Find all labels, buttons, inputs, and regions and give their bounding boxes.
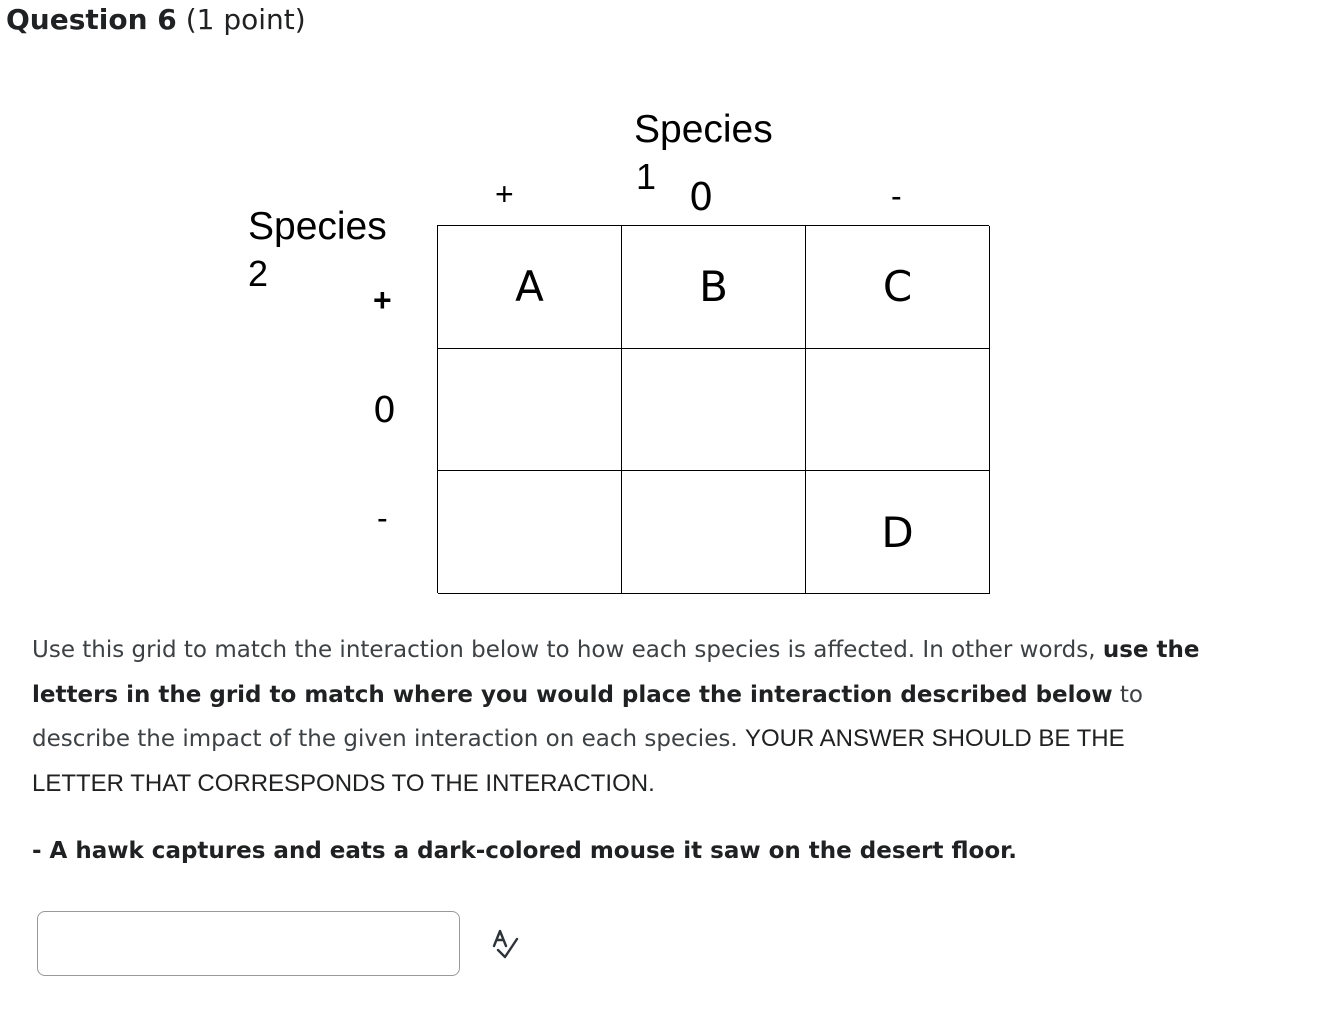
column-header-zero: 0 (689, 175, 714, 219)
species2-label-line1: Species (248, 205, 387, 248)
grid-cell-empty (622, 349, 806, 472)
question-number: Question 6 (6, 3, 177, 36)
interaction-prompt: - A hawk captures and eats a dark-colored mouse it saw on the desert floor. (32, 838, 1017, 864)
species2-label-line2: 2 (248, 253, 269, 294)
interaction-grid (437, 225, 989, 593)
grid-cell-empty (806, 349, 990, 472)
question-points: (1 point) (185, 3, 306, 36)
instructions-text (32, 628, 1202, 806)
instructions-part1: Use this grid to match the interaction below to how each species is affected. In other words, (32, 637, 1103, 663)
grid-cell-d: D (806, 471, 990, 594)
grid-cell-empty (438, 471, 622, 594)
row-header-zero: 0 (373, 390, 396, 431)
question-title (6, 2, 306, 38)
species1-label-line1: Species (634, 108, 773, 151)
grid-cell-empty (622, 471, 806, 594)
row-header-minus: - (377, 500, 388, 536)
grid-cell-empty (438, 349, 622, 472)
grid-cell-a: A (438, 226, 622, 349)
species1-label-line2: 1 (636, 156, 657, 197)
column-header-plus: + (495, 176, 514, 212)
grid-cell-b: B (622, 226, 806, 349)
column-header-minus: - (891, 178, 902, 214)
spellcheck-icon[interactable] (490, 928, 522, 960)
grid-cell-c: C (806, 226, 990, 349)
instructions-part2: to describe the impact of the given interaction on each species. (32, 681, 1143, 753)
instructions-caps: YOUR ANSWER SHOULD BE THE LETTER THAT CORRESPONDS TO THE INTERACTION. (32, 725, 1125, 797)
row-header-plus: + (373, 282, 392, 318)
answer-input[interactable] (37, 911, 460, 976)
instructions-bold: use the letters in the grid to match where you would place the interaction described below (32, 637, 1200, 708)
